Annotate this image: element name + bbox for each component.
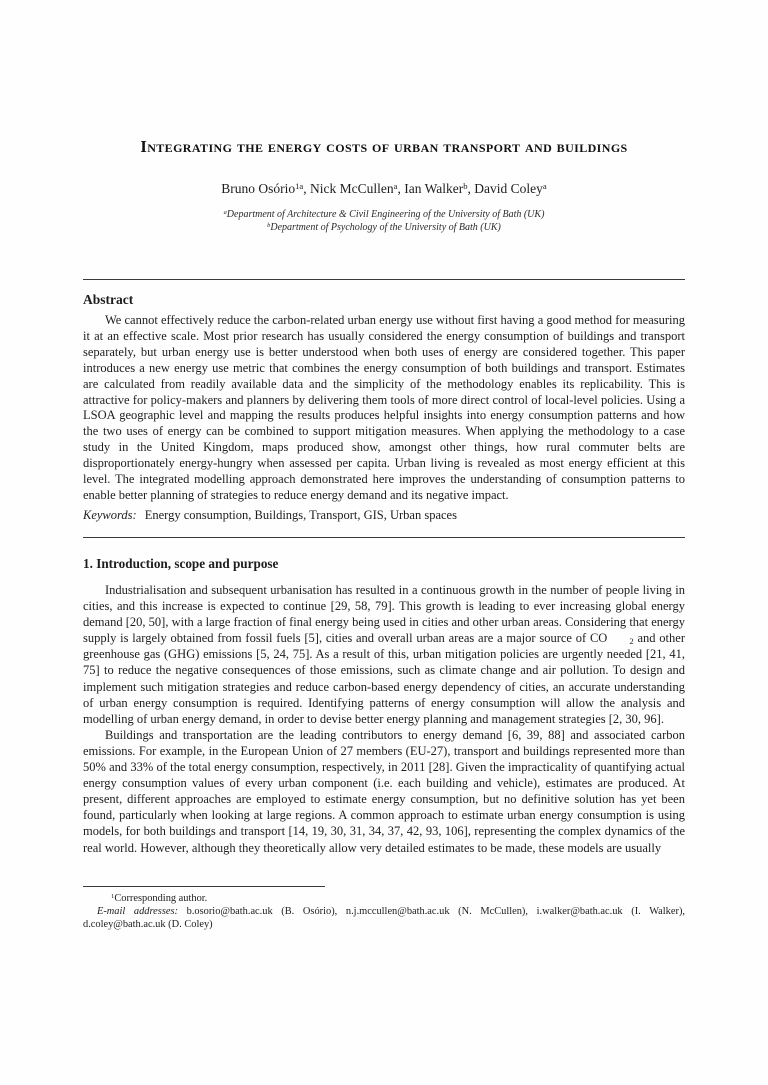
abstract-top-divider <box>83 279 685 280</box>
footnote-emails <box>83 905 685 931</box>
author-separator: , <box>397 181 405 196</box>
keywords-line <box>83 508 685 523</box>
paper-content <box>83 0 685 1085</box>
keywords-label: Keywords: <box>83 508 137 522</box>
affiliation-line: bDepartment of Psychology of the University of Bath (UK) <box>267 222 501 233</box>
authors-line: Bruno Osório1a, Nick McCullena, Ian Walkerb, David Coleya <box>221 181 547 196</box>
author-name: Nick McCullen <box>310 181 394 196</box>
section-heading-introduction: 1. Introduction, scope and purpose <box>83 556 279 571</box>
author-name: Bruno Osório <box>221 181 296 196</box>
abstract-heading: Abstract <box>83 292 134 307</box>
abstract-text: We cannot effectively reduce the carbon-related urban energy use without first having a good method for measuring it at an effective scale. Most prior research has usually considered the energy consumption of buildings and transport separately, but urban energy use is better understood when both uses of energy are considered together. This paper introduces a new energy use metric that combines the energy consumption of both buildings and transport. Estimates are calculated from readily available data and the simplicity of the methodology enables its replicability. This is attractive for policy-makers and planners by delivering them tools of more direct control of local-level policies. Using a LSOA geographic level and mapping the results produces helpful insights into energy consumption patterns and how the two uses of energy can be combined to support mitigation measures. When applying the methodology to a case study in the United Kingdom, maps produced show, amongst other things, how rural commuter belts are disproportionately energy-hungry when assessed per capita. Urban living is revealed as most energy efficient at this level. The integrated modelling approach demonstrated here improves the understanding of consumption patterns to enable better planning of strategies to reduce energy demand and its negative impact. <box>83 313 685 502</box>
author-name: Ian Walker <box>404 181 464 196</box>
affiliation-line: aDepartment of Architecture & Civil Engineering of the University of Bath (UK) <box>223 209 545 220</box>
introduction-body <box>83 582 685 856</box>
paragraph-text: and other greenhouse gas (GHG) emissions [5, 24, 75]. As a result of this, urban mitigation policies are urgently needed [21, 41, 75] to reduce the negative consequences of those emissions, such as climate change and air pollution. To design and implement such mitigation strategies and reduce carbon-based energy dependency of cities, an accurate understanding of urban energy consumption is required. Identifying patterns of energy consumption will allow the analysis and modelling of urban energy demand, in order to devise better energy planning and management strategies [2, 30, 96]. <box>83 631 685 726</box>
footnote-divider <box>83 886 325 887</box>
paragraph-text: Industrialisation and subsequent urbanisation has resulted in a continuous growth in the number of people living in cities, and this increase is expected to continue [29, 58, 79]. This growth is leading to ever increasing global energy demand [20, 50], with a large fraction of final energy being used in cities and other urban areas. Considering that energy supply is largely obtained from fossil fuels [5], cities and overall urban areas are a major source of CO <box>83 583 685 646</box>
author-separator: , <box>303 181 310 196</box>
keywords-text: Energy consumption, Buildings, Transport, GIS, Urban spaces <box>144 508 457 522</box>
paper-title: Integrating the energy costs of urban transport and buildings <box>140 137 628 156</box>
abstract-bottom-divider <box>83 537 685 538</box>
intro-paragraph-2: Buildings and transportation are the leading contributors to energy demand [6, 39, 88] and associated carbon emissions. For example, in the European Union of 27 members (EU-27), transport and buildings represented more than 50% and 33% of the total energy consumption, respectively, in 2011 [28]. Given the impracticality of quantifying actual energy consumption values of every urban component (i.e. each building and vehicle), estimates are produced. At present, different approaches are employed to estimate energy consumption, but no definitive solution has yet been found, particularly when looking at large regions. A common approach to estimate urban energy consumption is using models, for both buildings and transport [14, 19, 30, 31, 34, 37, 42, 93, 106], representing the complex dynamics of the real world. However, although they theoretically allow very detailed estimates to be made, these models are usually <box>83 727 685 855</box>
footnote-block <box>83 892 685 931</box>
author-name: David Coley <box>474 181 543 196</box>
affiliation-text: Department of Architecture & Civil Engineering of the University of Bath (UK) <box>226 209 545 220</box>
email-addresses-label: E-mail addresses: <box>97 906 178 917</box>
affiliations-block <box>83 208 685 234</box>
footnote-corresponding-author: 1Corresponding author. <box>111 893 208 904</box>
affiliation-text: Department of Psychology of the University of Bath (UK) <box>270 222 501 233</box>
author-separator: , <box>467 181 475 196</box>
email-addresses-text: b.osorio@bath.ac.uk (B. Osório), n.j.mccullen@bath.ac.uk (N. McCullen), i.walker@bath.ac.uk (I. Walker), d.coley@bath.ac.uk (D. Coley) <box>83 906 686 930</box>
footnote-text: Corresponding author. <box>114 893 208 904</box>
intro-paragraph-1: Industrialisation and subsequent urbanisation has resulted in a continuous growth in the number of people living in cities, and this increase is expected to continue [29, 58, 79]. This growth is leading to ever increasing global energy demand [20, 50], with a large fraction of final energy being used in cities and other urban areas. Considering that energy supply is largely obtained from fossil fuels [5], cities and overall urban areas are a major source of CO 2 and other greenhouse gas (GHG) emissions [5, 24, 75]. As a result of this, urban mitigation policies are urgently needed [21, 41, 75] to reduce the negative consequences of those emissions, such as climate change and air pollution. To design and implement such mitigation strategies and reduce carbon-based energy dependency of cities, an accurate understanding of urban energy consumption is required. Identifying patterns of energy consumption will allow the analysis and modelling of urban energy demand, in order to devise better energy planning and management strategies [2, 30, 96]. <box>83 583 685 726</box>
